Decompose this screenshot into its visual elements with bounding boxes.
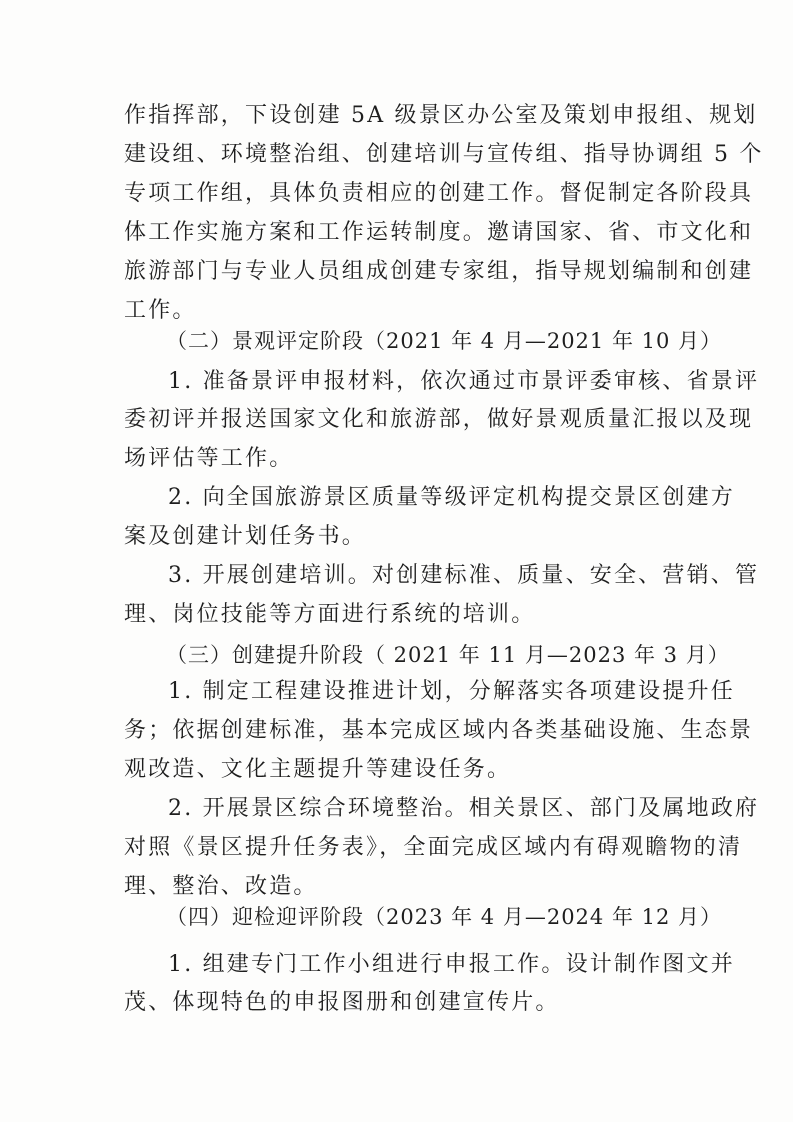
text-line: 2. 向全国旅游景区质量等级评定机构提交景区创建方	[168, 485, 735, 510]
text-line: 场评估等工作。	[124, 446, 294, 471]
text-line: 体工作实施方案和工作运转制度。邀请国家、省、市文化和	[124, 220, 754, 245]
text-line: 观改造、文化主题提升等建设任务。	[124, 757, 512, 782]
text-line: 作指挥部，下设创建 5A 级景区办公室及策划申报组、规划	[124, 103, 758, 128]
text-line: 1. 组建专门工作小组进行申报工作。设计制作图文并	[168, 952, 735, 977]
text-line: 茂、体现特色的申报图册和创建宣传片。	[124, 990, 560, 1015]
text-line: 工作。	[124, 298, 197, 323]
text-line: 理、整治、改造。	[124, 874, 318, 899]
section-heading-2: （二）景观评定阶段（2021 年 4 月—2021 年 10 月）	[166, 329, 723, 353]
text-line: 旅游部门与专业人员组成创建专家组，指导规划编制和创建	[124, 259, 754, 284]
text-line: 委初评并报送国家文化和旅游部，做好景观质量汇报以及现	[124, 407, 754, 432]
text-line: 3. 开展创建培训。对创建标准、质量、安全、营销、管	[168, 563, 760, 588]
text-line: 建设组、环境整治组、创建培训与宣传组、指导协调组 5 个	[124, 142, 764, 167]
text-line: 案及创建计划任务书。	[124, 524, 367, 549]
text-line: 对照《景区提升任务表》，全面完成区域内有碍观瞻物的清	[124, 835, 743, 860]
text-line: 专项工作组，具体负责相应的创建工作。督促制定各阶段具	[124, 181, 754, 206]
text-line: 2. 开展景区综合环境整治。相关景区、部门及属地政府	[168, 796, 760, 821]
section-heading-3: （三）创建提升阶段（ 2021 年 11 月—2023 年 3 月）	[166, 643, 730, 667]
text-line: 理、岗位技能等方面进行系统的培训。	[124, 602, 536, 627]
section-heading-4: （四）迎检迎评阶段（2023 年 4 月—2024 年 12 月）	[166, 905, 723, 929]
text-line: 1. 准备景评申报材料，依次通过市景评委审核、省景评	[168, 369, 760, 394]
text-line: 1. 制定工程建设推进计划，分解落实各项建设提升任	[168, 679, 735, 704]
text-line: 务；依据创建标准，基本完成区域内各类基础设施、生态景	[124, 718, 754, 743]
